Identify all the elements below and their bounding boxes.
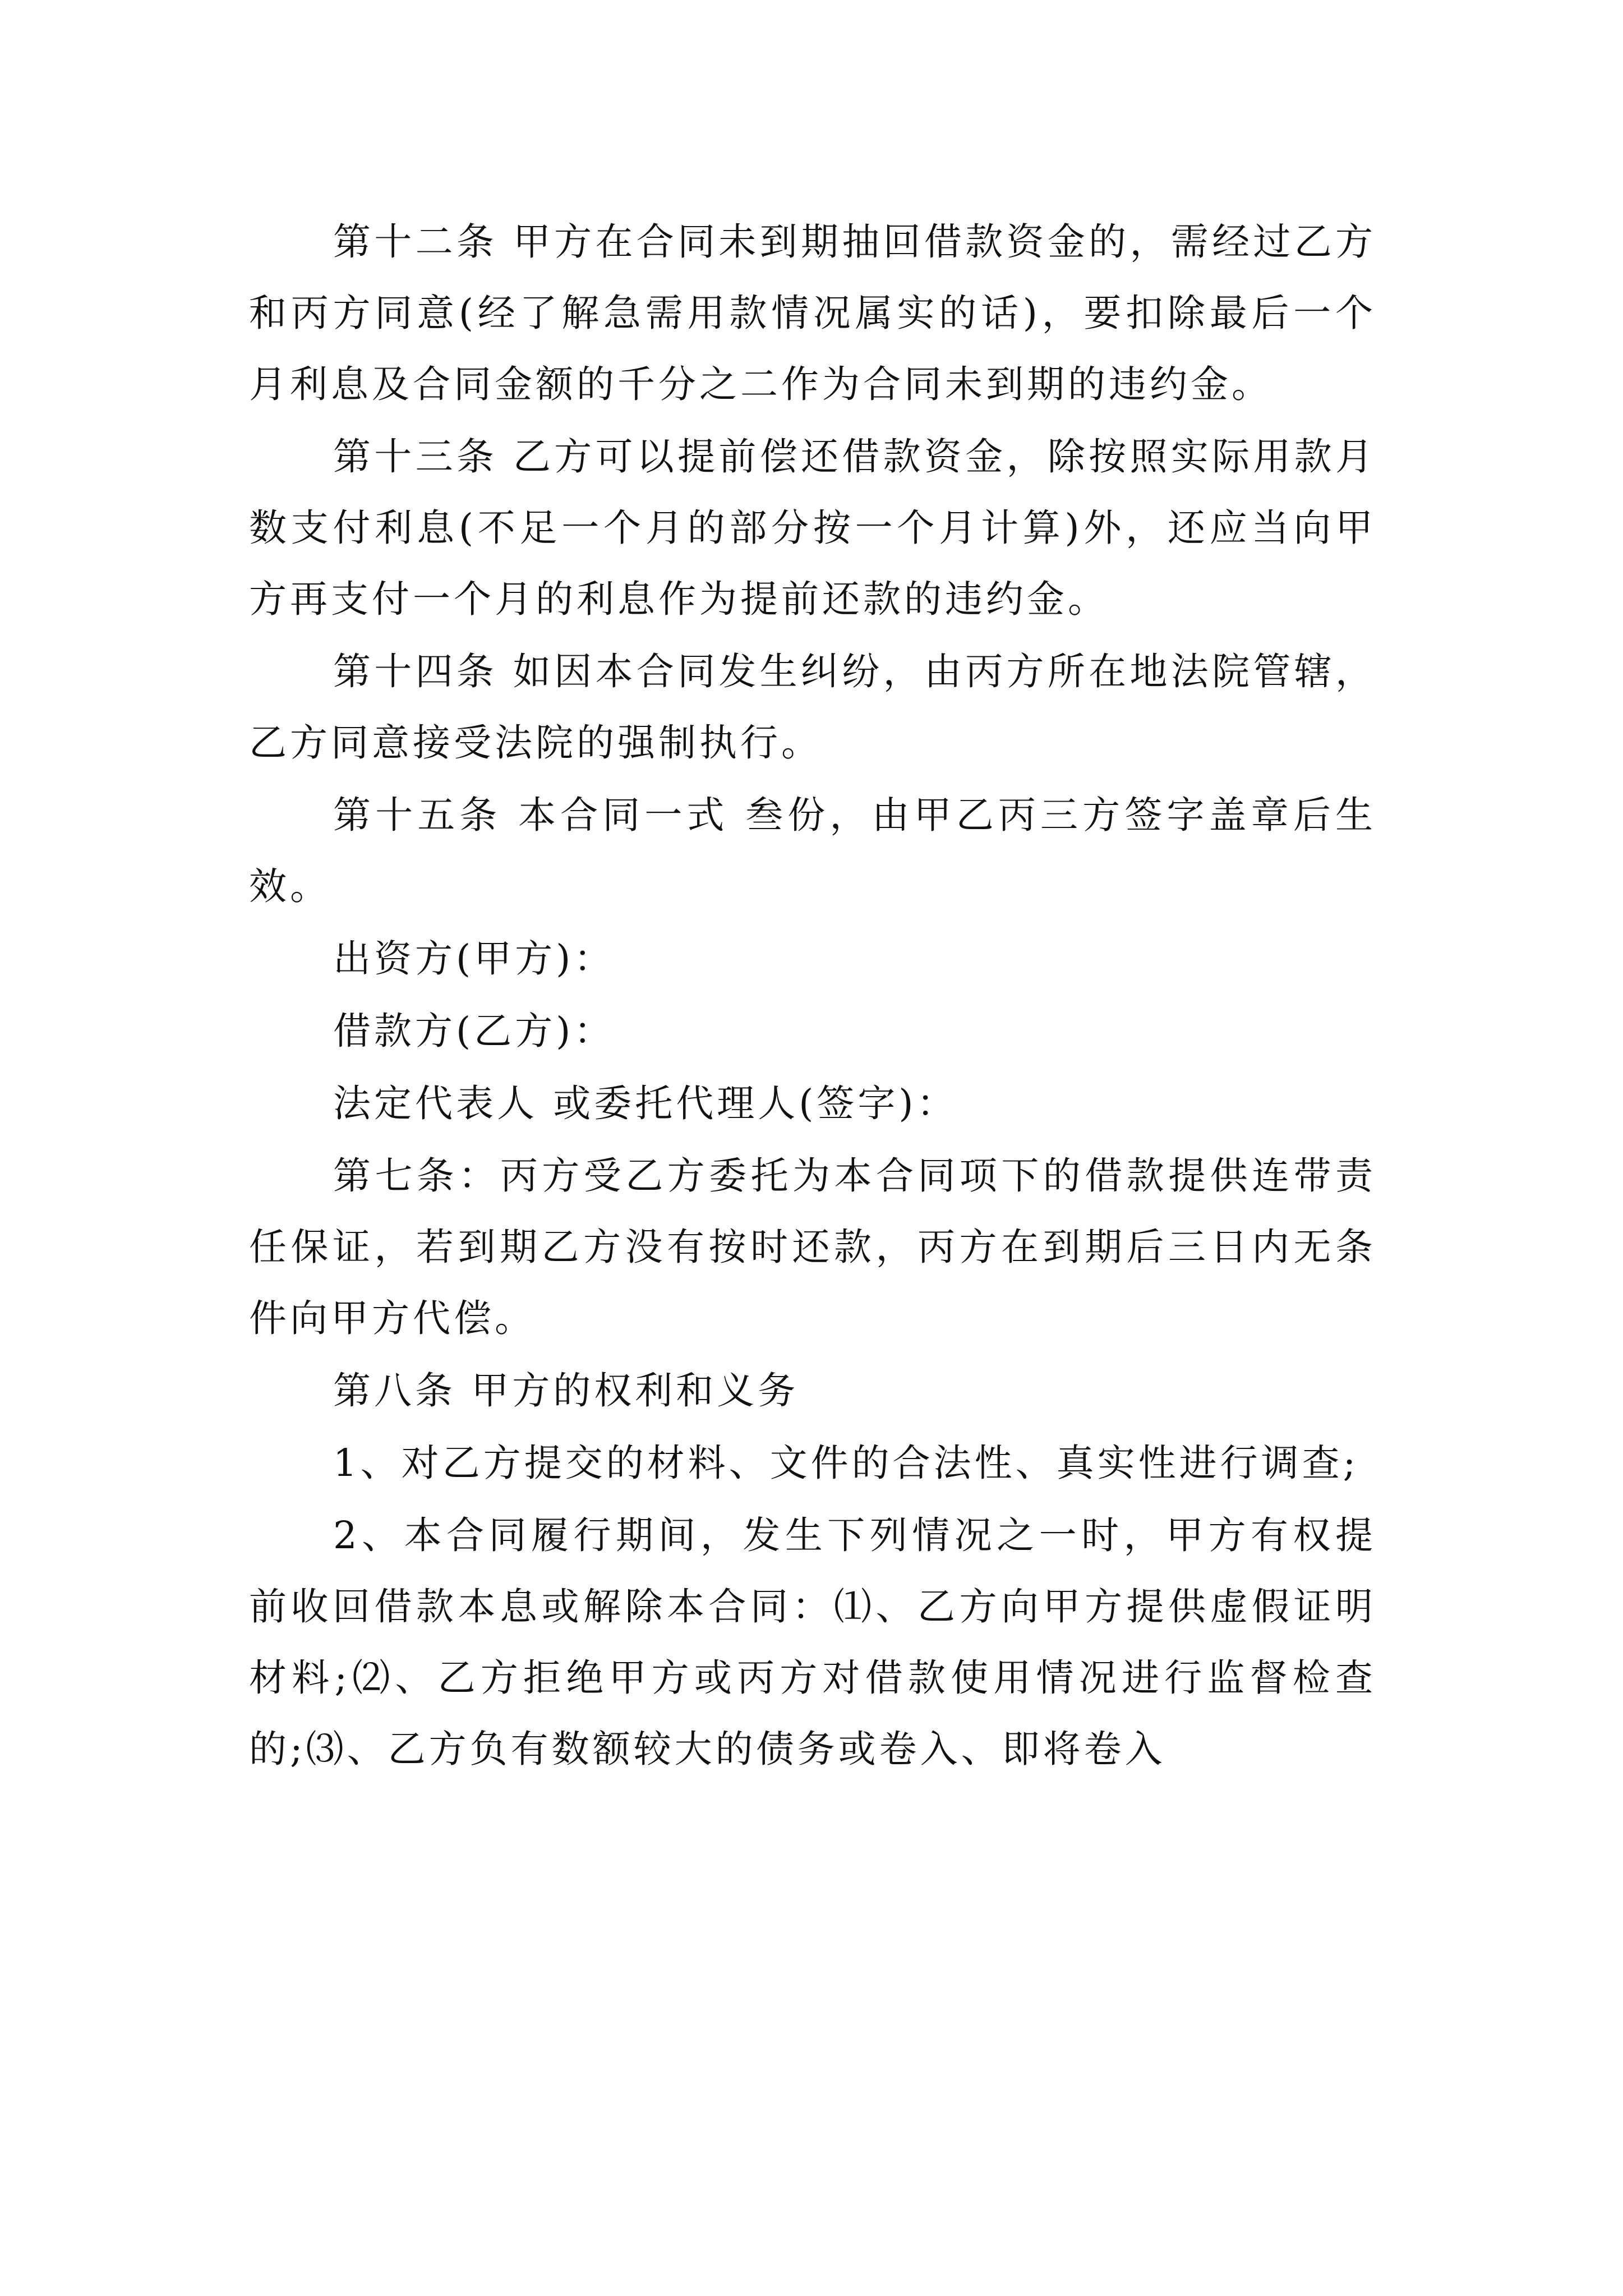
article-7-paragraph: 第七条：丙方受乙方委托为本合同项下的借款提供连带责任保证，若到期乙方没有按时还款，丙方在到期后三日内无条件向甲方代偿。 — [249, 1154, 1376, 1340]
article-13-paragraph: 第十三条 乙方可以提前偿还借款资金，除按照实际用款月数支付利息(不足一个月的部分按一个月计算)外，还应当向甲方再支付一个月的利息作为提前还款的违约金。 — [249, 435, 1376, 621]
article-8-heading: 第八条 甲方的权利和义务 — [333, 1369, 799, 1412]
article-12-paragraph: 第十二条 甲方在合同未到期抽回借款资金的，需经过乙方和丙方同意(经了解急需用款情况属实的话)，要扣除最后一个月利息及合同金额的千分之二作为合同未到期的违约金。 — [249, 220, 1376, 406]
borrower-signature-line: 借款方(乙方)： — [333, 1009, 615, 1053]
investor-signature-line: 出资方(甲方)： — [333, 937, 615, 981]
article-8-item-1: 1、对乙方提交的材料、文件的合法性、真实性进行调查; — [333, 1441, 1359, 1485]
article-15-paragraph: 第十五条 本合同一式 叁份，由甲乙丙三方签字盖章后生效。 — [249, 793, 1376, 908]
document-body — [249, 206, 1376, 1786]
article-14-paragraph: 第十四条 如因本合同发生纠纷，由丙方所在地法院管辖，乙方同意接受法院的强制执行。 — [249, 650, 1376, 765]
representative-signature-line: 法定代表人 或委托代理人(签字)： — [333, 1082, 958, 1125]
article-8-item-2: 2、本合同履行期间，发生下列情况之一时，甲方有权提前收回借款本息或解除本合同：⑴、乙方向甲方提供虚假证明材料;⑵、乙方拒绝甲方或丙方对借款使用情况进行监督检查的;⑶、乙方负有数额较大的债务或卷入、即将卷入 — [249, 1513, 1376, 1771]
